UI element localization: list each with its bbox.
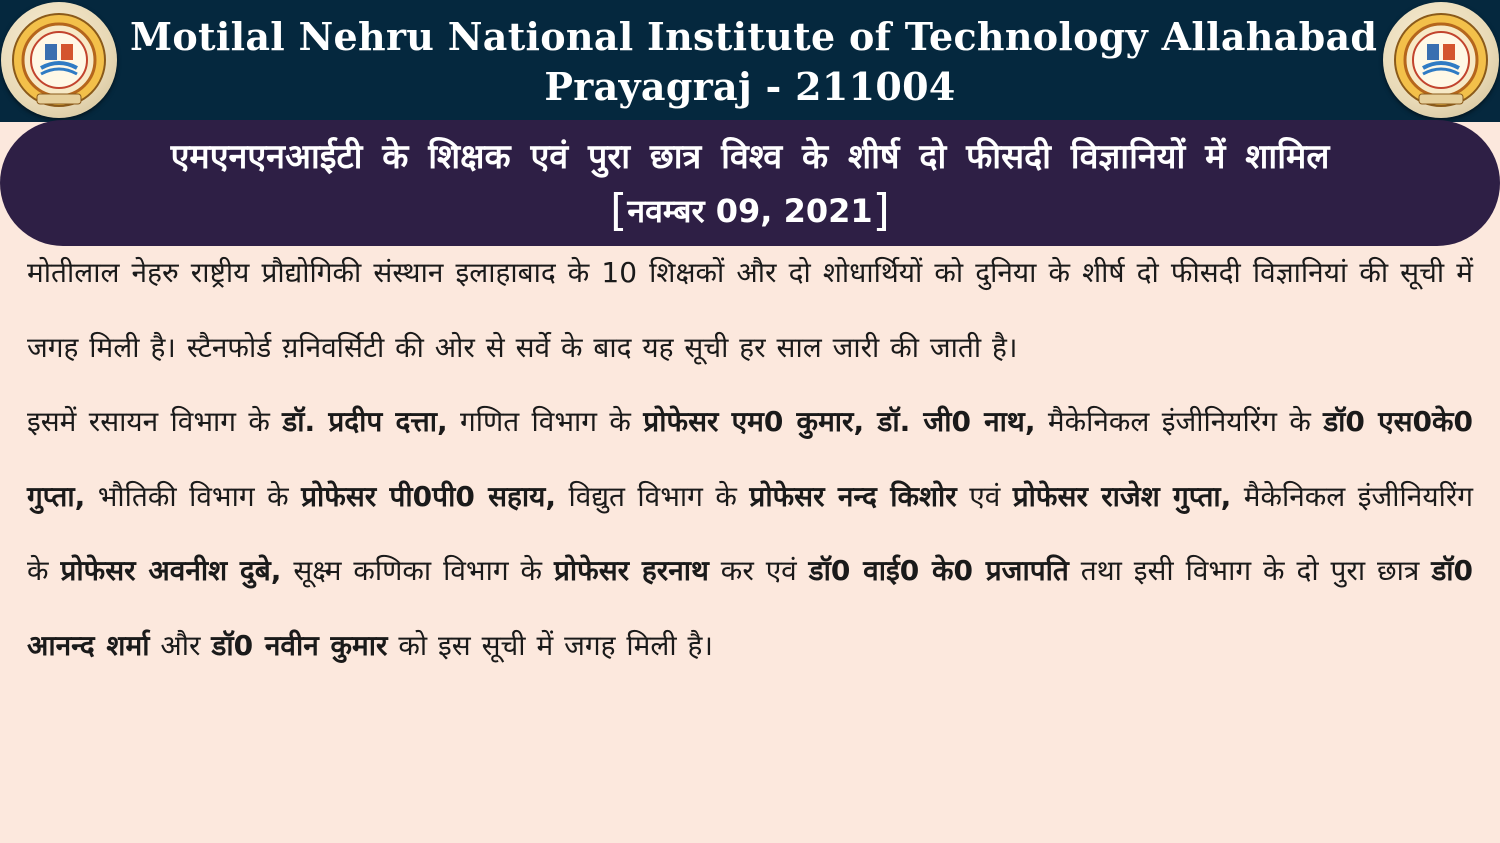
paragraph-text: को इस सूची में जगह मिली है। [387,628,714,662]
highlighted-name: प्रोफेसर अवनीश दुबे, [60,554,282,587]
institute-location: Prayagraj - 211004 [544,64,956,109]
article-paragraph-2 [27,385,1473,683]
news-date-line [0,186,1500,236]
paragraph-text: एवं [956,479,1013,513]
paragraph-text: कर एवं [708,554,809,587]
highlighted-name: डॉ0 आनन्द शर्मा [27,554,1474,662]
date-bracket-close: ] [872,185,890,236]
institute-emblem-icon [1,2,117,118]
highlighted-name: प्रोफेसर पी0पी0 सहाय, [301,479,557,513]
highlighted-name: प्रोफेसर नन्द किशोर [749,479,957,513]
paragraph-text: मैकेनिकल इंजीनियरिंग के [1035,405,1324,438]
paragraph-text: और [149,628,212,662]
date-bracket-open: [ [610,185,628,236]
paragraph-text: तथा इसी विभाग के दो पुरा छात्र [1068,554,1432,587]
paragraph-text: इसमें रसायन विभाग के [27,405,283,438]
institute-name: Motilal Nehru National Institute of Technology Allahabad [130,14,1378,59]
headline-banner [0,120,1500,246]
highlighted-name: डॉ0 वाई0 के0 प्रजापति [808,554,1069,587]
highlighted-name: डॉ0 नवीन कुमार [211,628,388,662]
article-paragraph-1: मोतीलाल नेहरु राष्ट्रीय प्रौद्योगिकी संस्थान इलाहाबाद के 10 शिक्षकों और दो शोधार्थियों को दुनिया के शीर्ष दो फीसदी विज्ञानियां की सूची में जगह मिली है। स्टैनफोर्ड य़निवर्सिटी की ओर से सर्वे के बाद यह सूची हर साल जारी की जाती है। [27,256,1473,364]
news-headline: एमएनएनआईटी के शिक्षक एवं पुरा छात्र विश्व के शीर्ष दो फीसदी विज्ञानियों में शामिल [170,137,1330,177]
paragraph-text: गणित विभाग के [447,405,644,438]
highlighted-name: प्रोफेसर एम0 कुमार, डॉ. जी0 नाथ, [643,405,1036,438]
article-body [27,236,1473,683]
paragraph-text: भौतिकी विभाग के [85,479,302,513]
paragraph-text: मैकेनिकल इंजीनियरिंग के [27,479,1474,587]
paragraph-text: सूक्ष्म कणिका विभाग के [281,554,554,587]
highlighted-name: डॉ. प्रदीप दत्ता, [282,405,448,438]
highlighted-name: प्रोफेसर हरनाथ [553,554,709,587]
institute-emblem-icon [1383,2,1499,118]
paragraph-text: विद्युत विभाग के [556,479,750,513]
header-bar [0,0,1500,122]
highlighted-name: प्रोफेसर राजेश गुप्ता, [1012,479,1232,513]
institute-title [130,12,1378,112]
news-date: नवम्बर 09, 2021 [627,192,873,230]
highlighted-name: डॉ0 एस0के0 गुप्ता, [27,405,1473,513]
